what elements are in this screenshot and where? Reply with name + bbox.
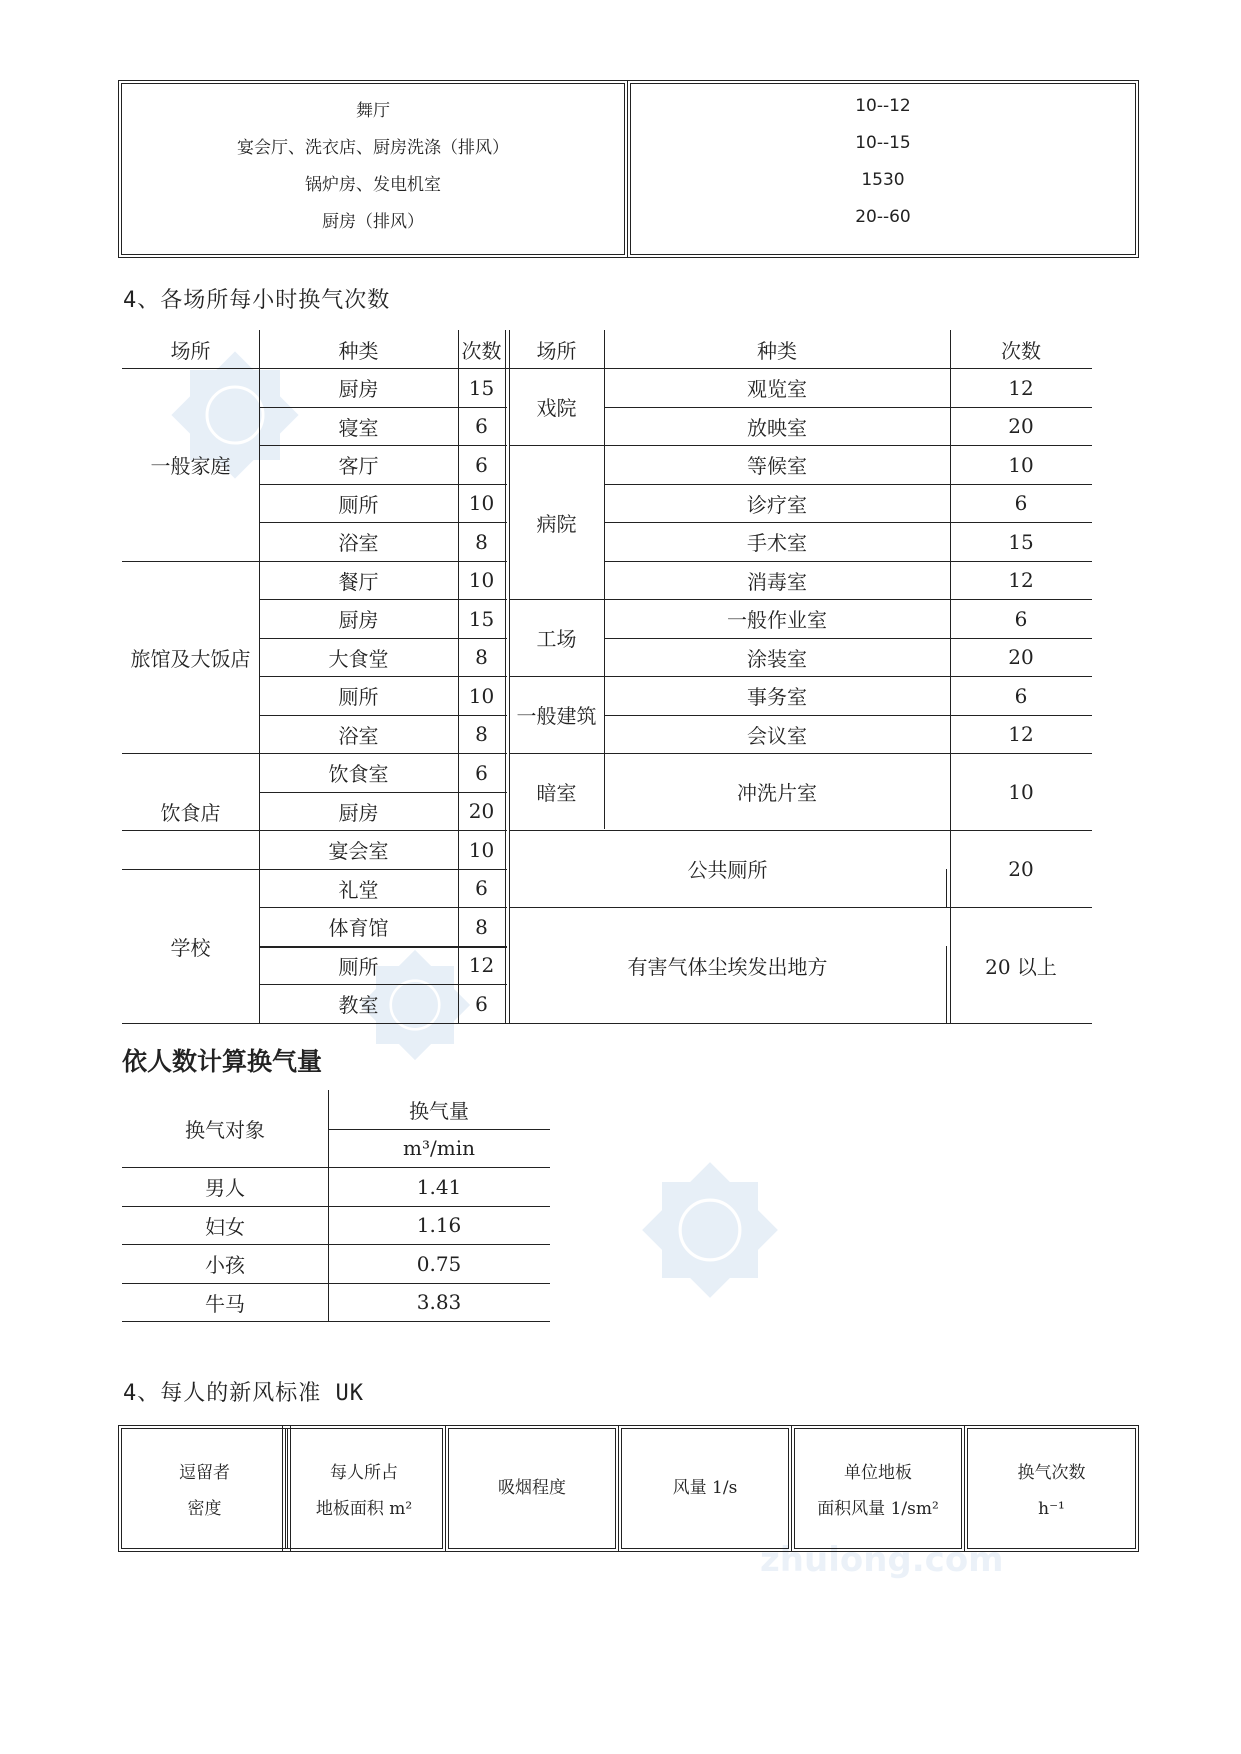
left-kind: 厕所 (338, 685, 379, 709)
left-kind: 厨房 (338, 377, 379, 401)
left-count: 10 (468, 837, 495, 862)
s3-header-smoking: 吸烟程度 (498, 1478, 566, 1498)
watermark-text: zhulong.com (760, 1540, 1004, 1580)
header-place-right: 场所 (536, 338, 577, 363)
left-count: 10 (468, 568, 495, 592)
right-kind: 观览室 (747, 377, 807, 401)
left-kind: 教室 (338, 993, 379, 1017)
right-place: 工场 (536, 627, 577, 651)
left-count: 8 (475, 722, 488, 746)
left-count: 8 (475, 529, 488, 554)
wide-count: 20 (1008, 856, 1034, 881)
left-count: 15 (468, 375, 495, 400)
header-kind-right: 种类 (757, 338, 797, 363)
right-count: 12 (1008, 375, 1034, 400)
left-place: 学校 (170, 935, 211, 960)
wide-count: 20 以上 (985, 954, 1057, 979)
s3-header-air-changes: 换气次数 h⁻¹ (1017, 1463, 1086, 1519)
s3-header-airflow: 风量 1/s (672, 1478, 738, 1498)
left-kind: 厨房 (338, 608, 379, 632)
left-count: 20 (468, 799, 495, 823)
right-count: 6 (1014, 606, 1028, 631)
watermark-logo-3 (630, 1150, 790, 1310)
section2-heading: 依人数计算换气量 (122, 1047, 323, 1076)
header-place-left: 场所 (170, 338, 211, 363)
left-kind: 大食堂 (328, 646, 389, 671)
s2-value: 1.41 (416, 1174, 462, 1199)
header-count-left: 次数 (461, 338, 502, 363)
header-count-right: 次数 (1001, 338, 1041, 363)
right-count: 15 (1008, 529, 1034, 554)
s2-col-volume: 换气量 (409, 1099, 469, 1123)
wide-label: 有害气体尘埃发出地方 (627, 954, 828, 979)
left-kind: 客厅 (338, 454, 379, 478)
top-place: 厨房（排风） (322, 212, 424, 232)
left-kind: 寝室 (338, 415, 379, 440)
top-place: 锅炉房、发电机室 (305, 175, 441, 195)
left-kind: 厨房 (338, 800, 379, 825)
left-place: 一般家庭 (150, 454, 231, 478)
left-kind: 体育馆 (328, 916, 389, 940)
left-count: 6 (475, 991, 488, 1016)
s3-header-floor-area: 每人所占 地板面积 m² (315, 1463, 413, 1519)
right-count: 20 (1008, 645, 1034, 669)
s2-value: 3.83 (416, 1290, 462, 1314)
right-kind: 事务室 (747, 685, 807, 709)
section3-heading: 4、每人的新风标准 UK (123, 1381, 364, 1406)
right-kind: 等候室 (747, 454, 807, 478)
left-count: 10 (468, 491, 495, 515)
wide-label: 公共厕所 (687, 858, 768, 882)
s2-subject: 妇女 (205, 1214, 245, 1239)
left-kind: 餐厅 (338, 569, 379, 594)
top-place: 舞厅 (356, 101, 390, 121)
top-value: 10--15 (855, 133, 911, 153)
left-kind: 浴室 (338, 531, 379, 555)
s2-unit: m³/min (403, 1136, 475, 1160)
left-kind: 礼堂 (338, 877, 379, 902)
left-count: 6 (475, 760, 488, 785)
left-count: 6 (475, 876, 488, 900)
right-kind: 会议室 (747, 723, 807, 748)
right-place: 戏院 (536, 396, 577, 420)
right-count: 6 (1014, 683, 1028, 708)
s2-col-subject: 换气对象 (185, 1118, 265, 1142)
left-count: 10 (468, 683, 495, 708)
right-count: 10 (1008, 779, 1034, 804)
right-kind: 一般作业室 (727, 608, 827, 632)
right-kind: 消毒室 (747, 569, 807, 594)
s3-header-density: 逗留者 密度 (179, 1463, 230, 1519)
left-kind: 厕所 (338, 492, 379, 517)
section1-heading: 4、各场所每小时换气次数 (123, 288, 391, 313)
left-count: 6 (475, 452, 488, 477)
right-place: 病院 (536, 511, 577, 536)
s2-subject: 男人 (205, 1176, 245, 1200)
top-place: 宴会厅、洗衣店、厨房洗涤（排风） (237, 138, 509, 158)
left-kind: 浴室 (338, 723, 379, 748)
right-kind: 手术室 (747, 531, 807, 555)
right-kind: 诊疗室 (747, 492, 807, 517)
left-kind: 饮食室 (328, 762, 389, 786)
right-kind: 放映室 (747, 415, 807, 440)
left-kind: 宴会室 (328, 839, 389, 863)
left-count: 8 (475, 645, 488, 669)
left-kind: 厕所 (338, 954, 379, 979)
top-value: 1530 (861, 170, 905, 190)
top-value: 20--60 (855, 207, 911, 227)
right-count: 12 (1008, 568, 1034, 592)
header-kind-left: 种类 (338, 338, 379, 363)
left-place: 饮食店 (160, 800, 221, 825)
right-kind: 冲洗片室 (737, 781, 817, 805)
right-kind: 涂装室 (747, 646, 807, 671)
s2-subject: 牛马 (205, 1291, 245, 1316)
s2-value: 1.16 (416, 1213, 462, 1237)
left-count: 6 (475, 414, 488, 438)
right-count: 6 (1014, 491, 1028, 515)
right-count: 12 (1008, 722, 1034, 746)
right-place: 暗室 (536, 781, 577, 805)
left-place: 旅馆及大饭店 (130, 646, 251, 671)
s2-subject: 小孩 (205, 1253, 245, 1277)
s3-header-unit-area-airflow: 单位地板 面积风量 1/sm² (817, 1463, 939, 1519)
s2-value: 0.75 (416, 1251, 462, 1276)
left-count: 15 (468, 606, 495, 631)
right-count: 10 (1008, 452, 1034, 477)
top-value: 10--12 (855, 96, 911, 116)
right-count: 20 (1008, 414, 1034, 438)
left-count: 12 (468, 953, 495, 977)
left-count: 8 (475, 914, 488, 939)
right-place: 一般建筑 (516, 704, 597, 728)
